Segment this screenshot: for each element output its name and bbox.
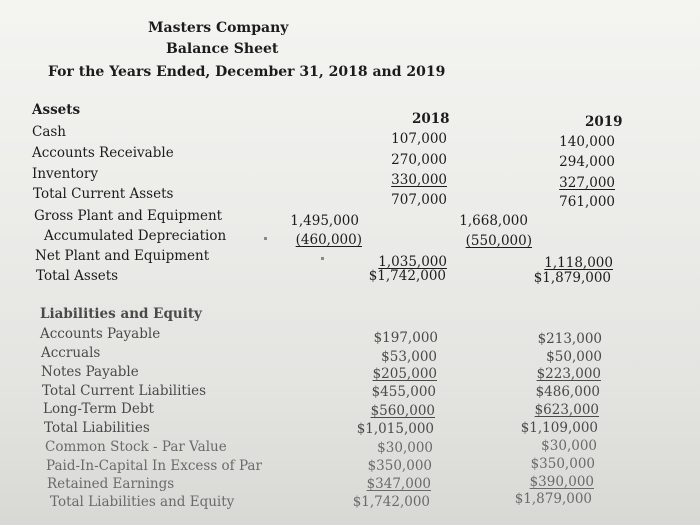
asset-label-net-plant: Net Plant and Equipment — [35, 248, 210, 264]
liab-label-total-liabilities: Total Liabilities — [44, 420, 150, 436]
liabilities-heading: Liabilities and Equity — [40, 306, 202, 322]
column-header-2019: 2019 — [585, 114, 623, 130]
asset-total-assets-2018: $1,742,000 — [368, 268, 446, 284]
liab-total-le-2019: $1,879,000 — [514, 491, 592, 507]
liab-retained-earnings-2019: $390,000 — [529, 474, 594, 490]
asset-total-assets-2019: $1,879,000 — [533, 270, 611, 286]
asset-label-total-current-assets: Total Current Assets — [33, 186, 174, 202]
asset-ar-2019: 294,000 — [559, 154, 615, 170]
liab-paid-in-capital-2019: $350,000 — [530, 456, 595, 472]
liab-common-stock-2018: $30,000 — [377, 440, 433, 456]
asset-cash-2018: 107,000 — [391, 131, 447, 147]
liab-ap-2018: $197,000 — [373, 330, 438, 346]
liab-long-term-debt-2019: $623,000 — [534, 402, 599, 418]
asset-inventory-2019: 327,000 — [559, 175, 615, 191]
company-name: Masters Company — [148, 20, 289, 36]
asset-gross-plant-2018: 1,495,000 — [290, 213, 359, 229]
liab-total-le-2018: $1,742,000 — [352, 494, 430, 510]
liab-label-total-liabilities-equity: Total Liabilities and Equity — [50, 494, 235, 510]
liab-total-current-2019: $486,000 — [535, 384, 600, 400]
assets-heading: Assets — [32, 102, 81, 118]
asset-net-plant-2018: 1,035,000 — [378, 254, 447, 270]
asset-accum-dep-2019: (550,000) — [465, 233, 532, 249]
column-header-2018: 2018 — [412, 111, 450, 127]
liab-accruals-2019: $50,000 — [546, 349, 602, 365]
liab-common-stock-2019: $30,000 — [541, 438, 597, 454]
liab-notes-payable-2019: $223,000 — [536, 366, 601, 382]
asset-total-current-2018: 707,000 — [391, 192, 447, 208]
liab-label-retained-earnings: Retained Earnings — [47, 476, 175, 492]
asset-label-gross-plant: Gross Plant and Equipment — [34, 208, 223, 224]
asset-net-plant-2019: 1,118,000 — [544, 255, 613, 271]
liab-total-current-2018: $455,000 — [371, 384, 436, 400]
liab-label-accruals: Accruals — [41, 345, 101, 361]
asset-inventory-2018: 330,000 — [391, 172, 447, 188]
liab-accruals-2018: $53,000 — [381, 349, 437, 365]
liab-label-accounts-payable: Accounts Payable — [40, 326, 161, 342]
pen-mark — [264, 237, 267, 240]
liab-label-total-current-liabilities: Total Current Liabilities — [42, 383, 207, 399]
asset-total-current-2019: 761,000 — [559, 194, 615, 210]
liab-label-long-term-debt: Long-Term Debt — [43, 401, 154, 417]
liab-label-paid-in-capital: Paid-In-Capital In Excess of Par — [46, 458, 262, 474]
asset-label-accumulated-depreciation: Accumulated Depreciation — [44, 228, 227, 244]
liab-long-term-debt-2018: $560,000 — [370, 403, 435, 419]
statement-period: For the Years Ended, December 31, 2018 and 2019 — [48, 64, 446, 80]
liab-total-liabilities-2018: $1,015,000 — [356, 421, 434, 437]
liab-retained-earnings-2018: $347,000 — [366, 476, 431, 492]
asset-accum-dep-2018: (460,000) — [295, 232, 362, 248]
liab-ap-2019: $213,000 — [537, 331, 602, 347]
asset-cash-2019: 140,000 — [559, 134, 615, 150]
pen-mark — [321, 257, 324, 260]
liab-notes-payable-2018: $205,000 — [372, 366, 437, 382]
liab-label-common-stock: Common Stock - Par Value — [45, 439, 227, 455]
asset-label-total-assets: Total Assets — [36, 268, 119, 284]
asset-label-accounts-receivable: Accounts Receivable — [32, 145, 174, 161]
asset-label-inventory: Inventory — [32, 166, 98, 182]
statement-title: Balance Sheet — [166, 41, 279, 57]
liab-paid-in-capital-2018: $350,000 — [367, 458, 432, 474]
liab-label-notes-payable: Notes Payable — [41, 364, 139, 380]
asset-gross-plant-2019: 1,668,000 — [459, 213, 528, 229]
liab-total-liabilities-2019: $1,109,000 — [520, 420, 598, 436]
asset-ar-2018: 270,000 — [391, 152, 447, 168]
asset-label-cash: Cash — [32, 124, 67, 140]
